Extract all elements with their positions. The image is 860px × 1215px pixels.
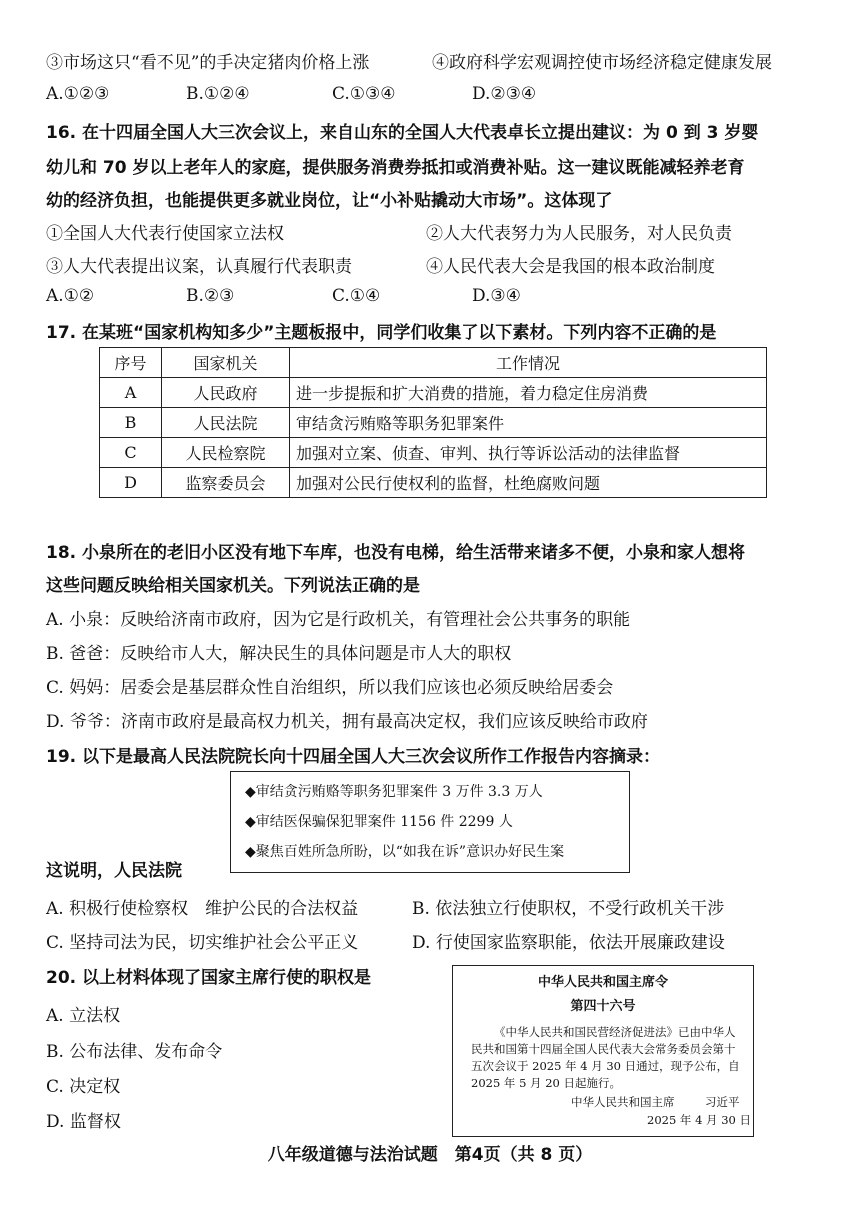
q15-option-b[interactable]: B.①②④ — [186, 84, 250, 104]
header-agency: 国家机关 — [162, 348, 290, 378]
row-work: 加强对立案、侦查、审判、执行等诉讼活动的法律监督 — [290, 438, 767, 468]
q16-statement-3: ③人大代表提出议案，认真履行代表职责 — [46, 257, 352, 277]
q18-option-c[interactable]: C. 妈妈：居委会是基层群众性自治组织，所以我们应该也必须反映给居委会 — [46, 678, 614, 698]
q19-excerpt-item: ◆审结贪污贿赂等职务犯罪案件 3 万件 3.3 万人 — [245, 784, 543, 800]
order-signer-title: 中华人民共和国主席 — [571, 1095, 675, 1109]
table-row — [100, 408, 767, 438]
order-signer: 习近平 — [705, 1095, 740, 1109]
q20-option-d[interactable]: D. 监督权 — [46, 1112, 121, 1132]
q16-option-a[interactable]: A.①② — [46, 286, 95, 306]
header-number: 序号 — [100, 348, 162, 378]
row-label: D — [100, 468, 162, 498]
q15-statement-3: ③市场这只“看不见”的手决定猪肉价格上涨 — [46, 53, 370, 73]
row-work: 进一步提振和扩大消费的措施，着力稳定住房消费 — [290, 378, 767, 408]
q15-option-c[interactable]: C.①③④ — [332, 84, 396, 104]
order-date: 2025 年 4 月 30 日 — [647, 1113, 751, 1127]
q18-option-a[interactable]: A. 小泉：反映给济南市政府，因为它是行政机关，有管理社会公共事务的职能 — [46, 610, 631, 630]
table-row — [100, 438, 767, 468]
row-work: 加强对公民行使权利的监督，杜绝腐败问题 — [290, 468, 767, 498]
q19-lead: 这说明，人民法院 — [46, 861, 182, 881]
row-agency: 人民政府 — [162, 378, 290, 408]
q19-excerpt-item: ◆聚焦百姓所急所盼，以“如我在诉”意识办好民生案 — [245, 844, 565, 860]
order-body: 《中华人民共和国民营经济促进法》已由中华人民共和国第十四届全国人民代表大会常务委员会第十五次会议于 2025 年 4 月 30 日通过，现予公布，自 2025 年 5 月 20 日起施行。 — [471, 1025, 740, 1090]
row-agency: 人民检察院 — [162, 438, 290, 468]
order-number: 第四十六号 — [570, 999, 636, 1014]
q16-stem-line-2: 幼儿和 70 岁以上老年人的家庭，提供服务消费券抵扣或消费补贴。这一建议既能减轻养老育 — [46, 158, 745, 178]
q16-option-d[interactable]: D.③④ — [472, 286, 521, 306]
page-footer: 八年级道德与法治试题 第4页（共 8 页） — [267, 1145, 593, 1165]
q16-statement-2: ②人大代表努力为人民服务，对人民负责 — [426, 224, 732, 244]
q18-option-d[interactable]: D. 爷爷：济南市政府是最高权力机关，拥有最高决定权，我们应该反映给市政府 — [46, 712, 648, 732]
order-title: 中华人民共和国主席令 — [537, 975, 668, 990]
q18-stem-line-2: 这些问题反映给相关国家机关。下列说法正确的是 — [46, 576, 420, 596]
q20-presidential-order-box — [452, 965, 754, 1137]
q16-option-c[interactable]: C.①④ — [332, 286, 381, 306]
q19-stem: 19. 以下是最高人民法院院长向十四届全国人大三次会议所作工作报告内容摘录： — [46, 747, 661, 767]
q19-excerpt-box — [230, 771, 630, 873]
q20-option-c[interactable]: C. 决定权 — [46, 1077, 121, 1097]
row-label: A — [100, 378, 162, 408]
q16-statement-4: ④人民代表大会是我国的根本政治制度 — [426, 257, 715, 277]
q16-statement-1: ①全国人大代表行使国家立法权 — [46, 224, 284, 244]
q20-option-b[interactable]: B. 公布法律、发布命令 — [46, 1042, 223, 1062]
q16-option-b[interactable]: B.②③ — [186, 286, 235, 306]
q15-option-d[interactable]: D.②③④ — [472, 84, 537, 104]
q17-table — [99, 347, 767, 498]
q19-option-d[interactable]: D. 行使国家监察职能，依法开展廉政建设 — [412, 933, 725, 953]
q17-stem: 17. 在某班“国家机构知多少”主题板报中，同学们收集了以下素材。下列内容不正确的是 — [46, 323, 717, 343]
table-row — [100, 468, 767, 498]
header-work: 工作情况 — [290, 348, 767, 378]
q20-stem: 20. 以上材料体现了国家主席行使的职权是 — [46, 968, 372, 988]
q15-option-a[interactable]: A.①②③ — [46, 84, 110, 104]
row-work: 审结贪污贿赂等职务犯罪案件 — [290, 408, 767, 438]
row-label: C — [100, 438, 162, 468]
q20-option-a[interactable]: A. 立法权 — [46, 1006, 121, 1026]
table-row — [100, 378, 767, 408]
q18-stem-line-1: 18. 小泉所在的老旧小区没有地下车库，也没有电梯，给生活带来诸多不便，小泉和家人想将 — [46, 543, 746, 563]
row-label: B — [100, 408, 162, 438]
table-header-row — [100, 348, 767, 378]
q19-option-a[interactable]: A. 积极行使检察权 维护公民的合法权益 — [46, 899, 359, 919]
q19-excerpt-item: ◆审结医保骗保犯罪案件 1156 件 2299 人 — [245, 814, 513, 830]
row-agency: 监察委员会 — [162, 468, 290, 498]
q18-option-b[interactable]: B. 爸爸：反映给市人大，解决民生的具体问题是市人大的职权 — [46, 644, 512, 664]
q16-stem-line-3: 幼的经济负担，也能提供更多就业岗位，让“小补贴撬动大市场”。这体现了 — [46, 191, 613, 211]
row-agency: 人民法院 — [162, 408, 290, 438]
q15-statement-4: ④政府科学宏观调控使市场经济稳定健康发展 — [432, 53, 772, 73]
q19-option-c[interactable]: C. 坚持司法为民，切实维护社会公平正义 — [46, 933, 359, 953]
q19-option-b[interactable]: B. 依法独立行使职权，不受行政机关干涉 — [412, 899, 725, 919]
q16-stem-line-1: 16. 在十四届全国人大三次会议上，来自山东的全国人大代表卓长立提出建议：为 0 到 3 岁婴 — [46, 123, 759, 143]
